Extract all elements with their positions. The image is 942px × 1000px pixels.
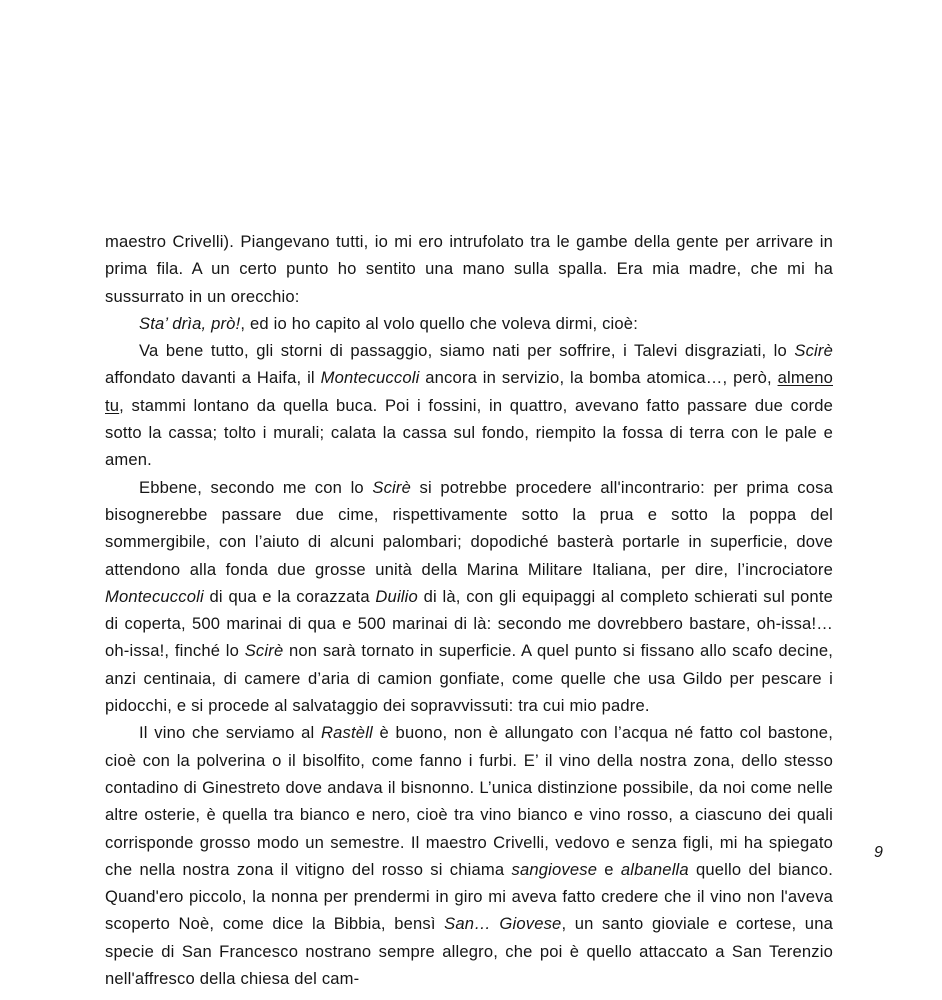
text-run: , un santo gioviale e cortese, una specie di San Francesco nostrano sempre allegro, che poi è quello attaccato a San Terenzio nell'affresco della chiesa del cam- — [105, 914, 833, 989]
italic-run: San… Giovese — [444, 914, 562, 934]
page-number: 9 — [874, 844, 883, 861]
text-run: di là, con gli equipaggi al completo schierati sul ponte di coperta, 500 marinai di qua e 500 marinai di là: secondo me dovrebbero bastare, oh-issa!…oh-issa!, finché lo — [105, 586, 833, 661]
text-run: maestro Crivelli). Piangevano tutti, io mi ero intrufolato tra le gambe della gente per arrivare in prima fila. A un certo punto ho sentito una mano sulla spalla. Era mia madre, che mi ha sussurrato in un orecchio: — [105, 232, 833, 306]
text-run: quello del bianco. Quand'ero piccolo, la nonna per prendermi in giro mi aveva fatto credere che il vino non l'aveva scoperto Noè, come dice la Bibbia, bensì — [105, 859, 833, 934]
italic-run: Montecuccoli — [105, 586, 204, 606]
text-run: Il vino che serviamo al — [139, 723, 322, 743]
text-run: affondato davanti a Haifa, il — [105, 368, 321, 388]
italic-run: albanella — [620, 859, 689, 879]
paragraph-4 — [105, 474, 833, 720]
paragraph-5 — [105, 719, 833, 992]
italic-run: Rastèll — [321, 723, 373, 743]
text-run: e — [597, 859, 621, 879]
text-run: è buono, non è allungato con l’acqua né fatto col bastone, cioè con la polverina o il bisolfito, come fanno i furbi. E’ il vino della nostra zona, dello stesso contadino di Ginestreto dove andava il bisnonno. L’unica distinzione possibile, da noi come nelle altre osterie, è quella tra bianco e nero, cioè tra vino bianco e vino rosso, a ciascuno dei quali corrisponde grosso modo un semestre. Il maestro Crivelli, vedovo e senza figli, mi ha spiegato che nella nostra zona il vitigno del rosso si chiama — [105, 723, 833, 879]
body-text-column — [105, 228, 833, 992]
italic-run: Montecuccoli — [320, 368, 420, 388]
paragraph-3 — [105, 337, 833, 473]
italic-run: Scirè — [372, 477, 411, 497]
text-run: , stammi lontano da quella buca. Poi i fossini, in quattro, avevano fatto passare due corde sotto la cassa; tolto i murali; calata la cassa sul fondo, riempito la fossa di terra con le pale e amen. — [105, 395, 833, 470]
italic-run: Sta’ drìa, prò! — [139, 313, 241, 333]
italic-run: Scirè — [794, 341, 833, 361]
italic-run: sangiovese — [511, 859, 598, 879]
text-run: Va bene tutto, gli storni di passaggio, siamo nati per soffrire, i Talevi disgraziati, lo — [139, 341, 795, 361]
text-run: non sarà tornato in superficie. A quel punto si fissano allo scafo decine, anzi centinaia, di camere d’aria di camion gonfiate, come quelle che usa Gildo per pescare i pidocchi, e si procede al salvataggio dei sopravvissuti: tra cui mio padre. — [105, 641, 834, 716]
text-run: si potrebbe procedere all'incontrario: per prima cosa bisognerebbe passare due cime, rispettivamente sotto la prua e sotto la poppa del sommergibile, con l’aiuto di alcuni palombari; dopodiché basterà portarle in superficie, dove attendono alla fonda due grosse unità della Marina Militare Italiana, per dire, l’incrociatore — [105, 477, 833, 579]
underlined-run: almeno tu — [105, 368, 833, 415]
text-run: di qua e la corazzata — [203, 586, 376, 606]
paragraph-2 — [105, 310, 833, 337]
text-run: ancora in servizio, la bomba atomica…, però, — [419, 368, 778, 388]
text-run: , ed io ho capito al volo quello che voleva dirmi, cioè: — [240, 313, 638, 333]
italic-run: Duilio — [375, 586, 418, 606]
paragraph-1 — [105, 228, 833, 310]
text-run: Ebbene, secondo me con lo — [139, 477, 373, 497]
italic-run: Scirè — [244, 641, 284, 661]
